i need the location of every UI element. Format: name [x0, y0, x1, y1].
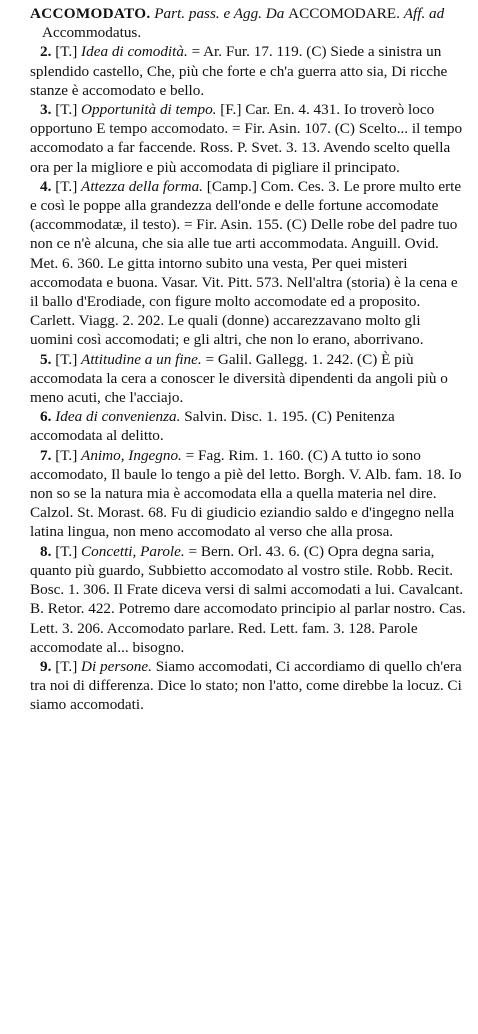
sense-definition: Attitudine a un fine.	[81, 350, 202, 368]
sense-body: = Ar. Fur. 17. 119. (C) Siede a sinistra un splendido castello, Che, più che forte e ch'a guerra atto sia, Di ricche stanze è accomodato e bello.	[30, 43, 448, 99]
sense-definition: Attezza della forma.	[81, 177, 203, 195]
sense-4	[30, 177, 466, 350]
sense-9	[30, 657, 466, 715]
sense-number: 3.	[40, 101, 52, 119]
sense-mark: [T.]	[55, 542, 78, 560]
sense-mark: [T.]	[55, 177, 78, 195]
sense-definition: Opportunità di tempo.	[81, 101, 217, 119]
sense-definition: Idea di comodità.	[81, 43, 188, 61]
sense-number: 5.	[40, 350, 52, 368]
sense-number: 8.	[40, 542, 52, 560]
etymology-word: ACCOMODARE.	[288, 5, 400, 22]
part-of-speech: Part. pass. e Agg.	[154, 5, 262, 22]
sense-body: [Camp.] Com. Ces. 3. Le prore multo erte e così le poppe alla grandezza dell'onde e delle fortune accomodate (accommodatæ, il testo). = Fir. Asin. 155. (C) Delle robe del padre tuo non ce n'è alcuna, che sia alle tue arti accommodata. Anguill. Ovid. Met. 6. 360. Le gitta intorno subito una vesta, Per quei misteri accomodata e buona. Vasar. Vit. Pitt. 573. Nell'altra (storia) è la cena e il ballo d'Erodiade, con figure molto accomodate ed a proposito. Carlett. Viagg. 2. 202. Le quali (donne) accarezzavano molto gli uomini così accomodati; e gli altri, che non lo erano, aborrivano.	[30, 177, 462, 349]
sense-mark: [T.]	[55, 657, 78, 675]
sense-definition: Idea di convenienza.	[55, 408, 181, 426]
sense-body: = Galil. Gallegg. 1. 242. (C) È più accomodata la cera a conoscer le diversità dipendenti da angoli più o meno acuti, che l'acciajo.	[30, 350, 448, 407]
sense-number: 9.	[40, 657, 52, 675]
sense-definition: Concetti, Parole.	[81, 542, 185, 560]
entry-header	[30, 4, 466, 42]
latin-form: Accommodatus.	[42, 24, 142, 42]
sense-definition: Di persone.	[81, 657, 152, 675]
sense-8	[30, 542, 466, 657]
sense-number: 2.	[40, 43, 52, 61]
sense-mark: [T.]	[55, 350, 78, 368]
sense-number: 6.	[40, 408, 52, 426]
sense-definition: Animo, Ingegno.	[81, 446, 182, 464]
sense-body: = Bern. Orl. 43. 6. (C) Opra degna saria, quanto più guardo, Subbietto accomodato al vostro stile. Robb. Recit. Bosc. 1. 306. Il Frate diceva versi di salmi accomodati a lui. Cavalcant. B. Retor. 422. Potremo dare accomodato principio al parlar nostro. Cas. Lett. 3. 206. Accomodato parlare. Red. Lett. fam. 3. 128. Parole accomodate al... bisogno.	[30, 542, 466, 656]
sense-2	[30, 42, 466, 100]
etymology-intro: Da	[265, 5, 285, 22]
sense-body: = Fag. Rim. 1. 160. (C) A tutto io sono accomodato, Il baule lo tengo a piè del letto. Borgh. V. Alb. fam. 18. Io non so se la natura mia è accomodata ella a quella materia nel dire. Calzol. St. Morast. 68. Fu di giudicio eziandio saldo e d'ingegno nella latina lingua, non meno accomodato al verso che alla prosa.	[30, 446, 462, 541]
affinity-label: Aff. ad	[403, 5, 445, 22]
sense-body: Salvin. Disc. 1. 195. (C) Penitenza accomodata al delitto.	[30, 408, 395, 445]
sense-mark: [T.]	[55, 101, 78, 119]
sense-mark: [T.]	[55, 43, 78, 61]
sense-6	[30, 407, 466, 445]
sense-5	[30, 350, 466, 408]
headword: ACCOMODATO.	[30, 5, 151, 22]
sense-7	[30, 446, 466, 542]
sense-number: 7.	[40, 446, 52, 464]
sense-body: [F.] Car. En. 4. 431. Io troverò loco opportuno E tempo accomodato. = Fir. Asin. 107. (C) Scelto... il tempo accomodato a far faccende. Ross. P. Svet. 3. 13. Avendo scelto quella ora per la migliore e più accomodata di pigliare il principato.	[30, 101, 463, 176]
sense-3	[30, 100, 466, 177]
sense-number: 4.	[40, 177, 52, 195]
sense-mark: [T.]	[55, 446, 78, 464]
sense-body: Siamo accomodati, Ci accordiamo di quello ch'era tra noi di differenza. Dice lo stato; non l'atto, come direbbe la locuz. Ci siamo accomodati.	[30, 657, 462, 714]
